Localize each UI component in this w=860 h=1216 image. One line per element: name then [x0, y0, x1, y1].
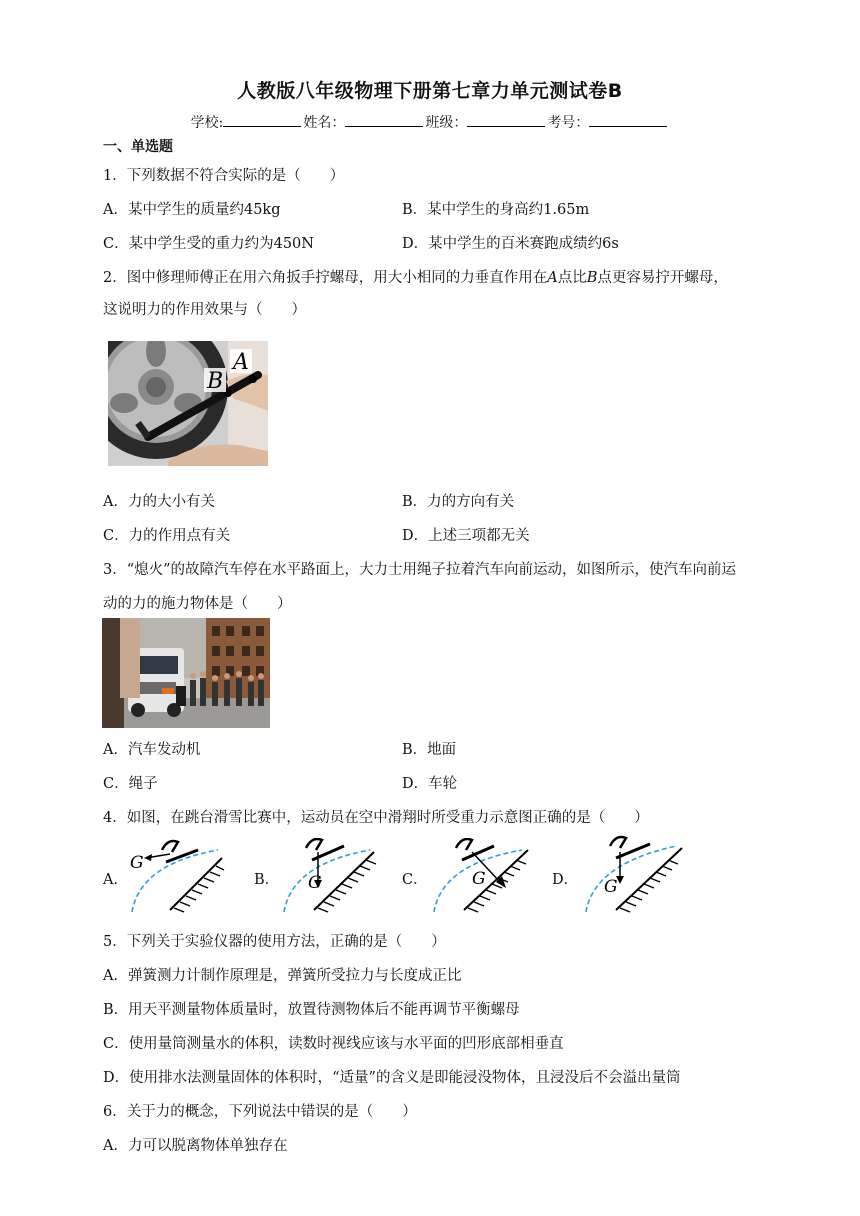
question-3-stem-line2: 动的力的施力物体是（ ） — [103, 596, 292, 612]
force-label-c: G — [472, 869, 486, 889]
section-heading: 一、单选题 — [103, 139, 173, 155]
label-a: A — [233, 350, 249, 375]
q1-option-c: C．某中学生受的重力约为450N — [103, 236, 314, 252]
question-5-stem: 5．下列关于实验仪器的使用方法，正确的是（ ） — [103, 934, 446, 950]
q3-option-b: B．地面 — [402, 742, 457, 758]
q3-option-d: D．车轮 — [402, 776, 458, 792]
q1-option-a: A．某中学生的质量约45kg — [103, 202, 281, 218]
q3-option-c: C．绳子 — [103, 776, 158, 792]
label-b: B — [207, 369, 224, 394]
q4-option-d: D． — [552, 872, 579, 888]
force-label-d: G — [604, 877, 618, 897]
q1-option-b: B．某中学生的身高约1.65m — [402, 202, 590, 218]
class-label: 班级： — [425, 115, 468, 131]
student-info-line — [0, 112, 860, 132]
q5-option-d: D．使用排水法测量固体的体积时，“适量”的含义是即能浸没物体，且浸没后不会溢出量筒 — [103, 1070, 681, 1086]
q2-option-a: A．力的大小有关 — [103, 494, 215, 510]
exam-number-blank[interactable] — [589, 114, 667, 127]
q2-option-d: D．上述三项都无关 — [402, 528, 530, 544]
ski-jump-diagram-d — [580, 834, 684, 914]
school-blank[interactable] — [223, 114, 301, 127]
q5-option-a: A．弹簧测力计制作原理是，弹簧所受拉力与长度成正比 — [103, 968, 462, 984]
truck-pull-photo — [102, 618, 270, 728]
name-blank[interactable] — [345, 114, 423, 127]
force-label-b: G — [308, 873, 322, 893]
point-b-ref: B — [586, 270, 598, 286]
q2-option-b: B．力的方向有关 — [402, 494, 515, 510]
question-1-stem: 1．下列数据不符合实际的是（ ） — [103, 168, 345, 184]
exam-number-label: 考号： — [547, 115, 590, 131]
ski-jump-diagram-c — [428, 838, 532, 914]
question-4-stem: 4．如图，在跳台滑雪比赛中，运动员在空中滑翔时所受重力示意图正确的是（ ） — [103, 810, 649, 826]
page-title: 人教版八年级物理下册第七章力单元测试卷B — [237, 80, 623, 102]
q5-option-b: B．用天平测量物体质量时，放置待测物体后不能再调节平衡螺母 — [103, 1002, 520, 1018]
ski-jump-diagram-b — [278, 838, 378, 914]
class-blank[interactable] — [467, 114, 545, 127]
q6-option-a: A．力可以脱离物体单独存在 — [103, 1138, 288, 1154]
q2-option-c: C．力的作用点有关 — [103, 528, 231, 544]
question-6-stem: 6．关于力的概念，下列说法中错误的是（ ） — [103, 1104, 417, 1120]
point-a-ref: A — [547, 270, 558, 286]
q3-option-a: A．汽车发动机 — [103, 742, 201, 758]
q4-option-b: B． — [254, 872, 280, 888]
q1-option-d: D．某中学生的百米赛跑成绩约6s — [402, 236, 619, 252]
name-label: 姓名： — [303, 115, 346, 131]
wrench-photo — [108, 341, 268, 466]
question-3-stem-line1: 3．“熄火”的故障汽车停在水平路面上，大力士用绳子拉着汽车向前运动，如图所示，使汽车向前运 — [103, 562, 737, 578]
ski-jump-diagram-a — [126, 838, 226, 914]
q4-option-c: C． — [402, 872, 428, 888]
school-label: 学校: — [190, 115, 224, 131]
q4-option-a: A． — [103, 872, 128, 888]
question-2-stem-line2: 这说明力的作用效果与（ ） — [103, 302, 306, 318]
question-2-stem-line1: 2．图中修理师傅正在用六角扳手拧螺母，用大小相同的力垂直作用在A点比B点更容易拧开螺母， — [103, 270, 728, 286]
force-label-a: G — [130, 853, 144, 873]
q5-option-c: C．使用量筒测量水的体积，读数时视线应该与水平面的凹形底部相垂直 — [103, 1036, 564, 1052]
